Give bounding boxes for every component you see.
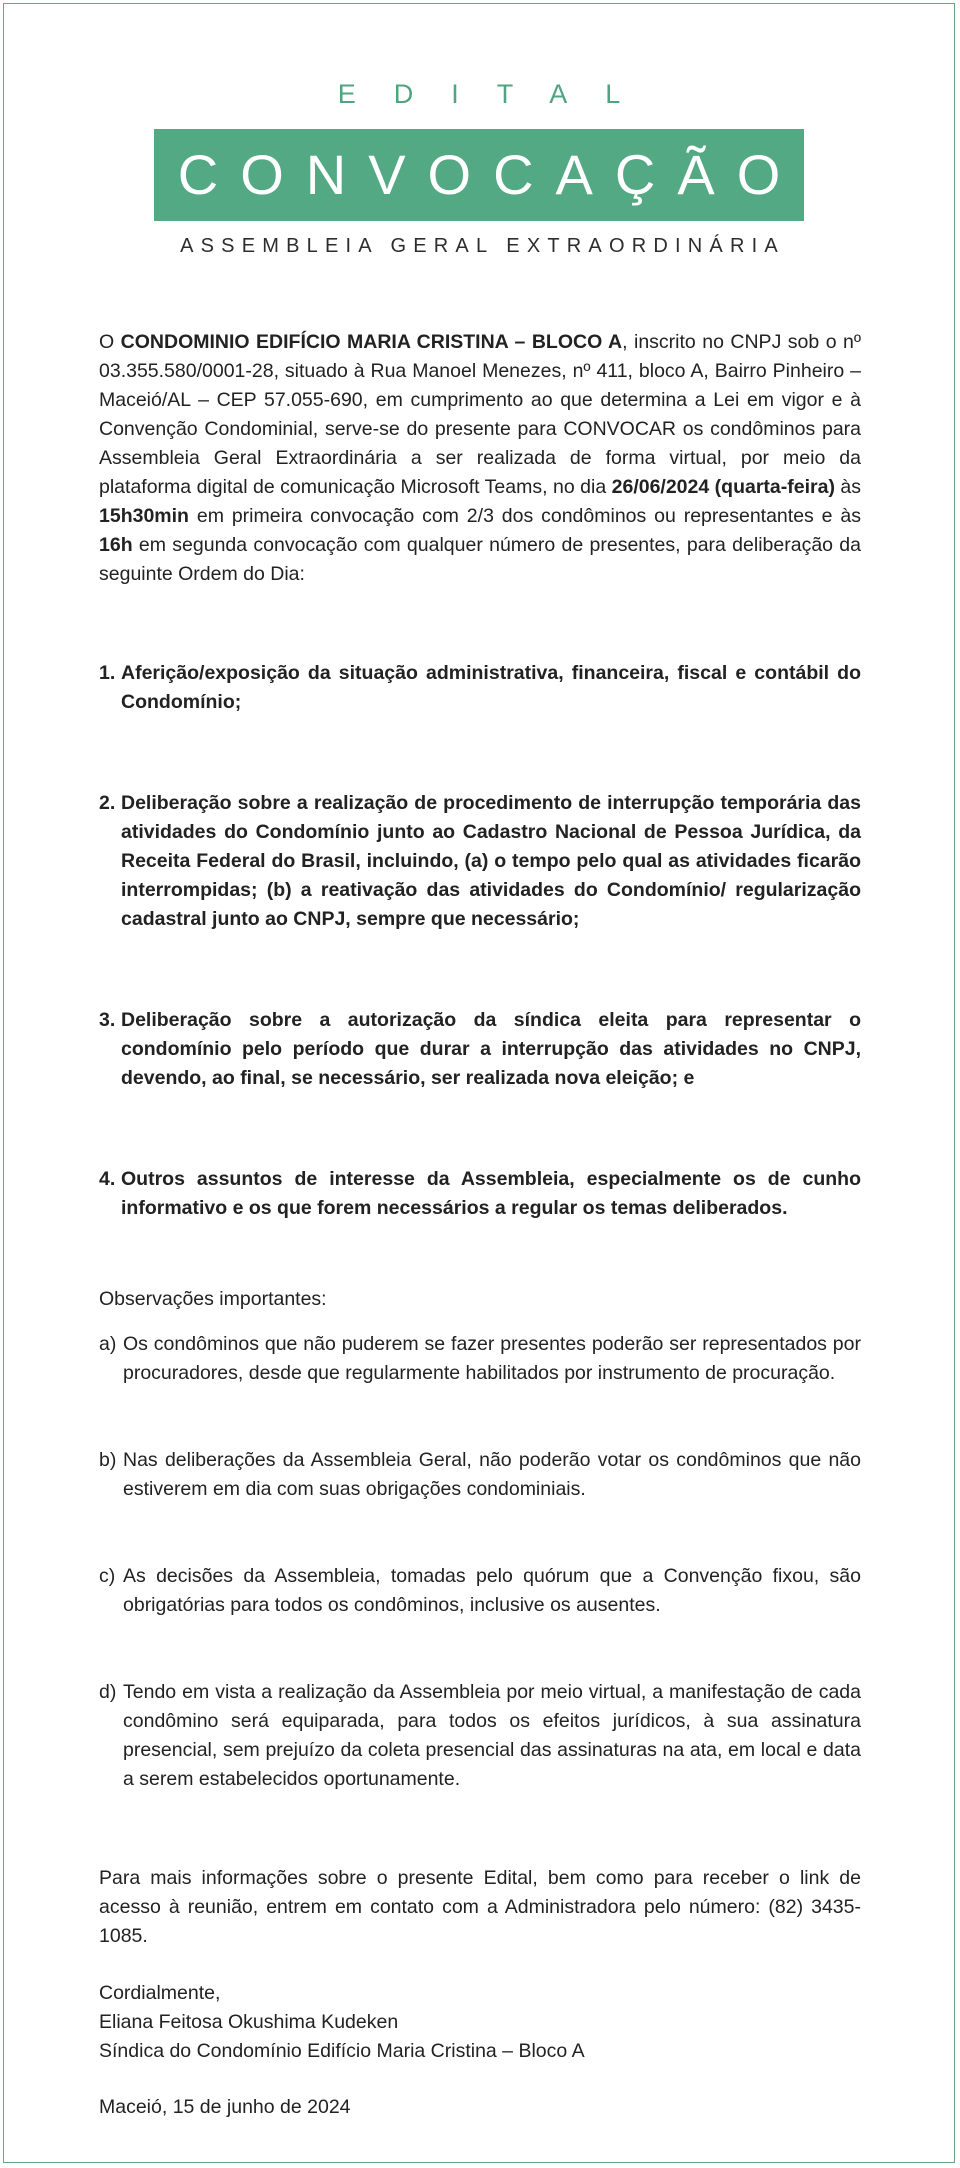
signer-role: Síndica do Condomínio Edifício Maria Cristina – Bloco A <box>99 2040 585 2062</box>
agenda-text: Outros assuntos de interesse da Assembleia, especialmente os de cunho informativo e os que forem necessários a regular os temas deliberados. <box>121 1168 861 1219</box>
agenda-number: 4. <box>99 1168 116 1190</box>
observations-title: Observações importantes: <box>99 1288 327 1310</box>
agenda-text: Deliberação sobre a realização de procedimento de interrupção temporária das atividades do Condomínio junto ao Cadastro Nacional de Pessoa Jurídica, da Receita Federal do Brasil, incluindo, (a) o tempo pelo qual as atividades ficarão interrompidas; (b) a reativação das atividades do Condomínio/ regularização cadastral junto ao CNPJ, sempre que necessário; <box>121 792 861 930</box>
condo-name: CONDOMINIO EDIFÍCIO MARIA CRISTINA – BLOCO A <box>120 331 623 353</box>
observation-item <box>99 1446 861 1504</box>
agenda-text: Deliberação sobre a autorização da síndica eleita para representar o condomínio pelo período que durar a interrupção das atividades no CNPJ, devendo, ao final, se necessário, ser realizada nova eleição; e <box>121 1009 861 1089</box>
intro-text-4: em primeira convocação com 2/3 dos condôminos ou representantes e às <box>188 505 861 527</box>
first-call-time: 15h30min <box>99 505 189 527</box>
intro-text-3: às <box>834 476 862 498</box>
agenda-item <box>99 789 861 934</box>
title-banner: CONVOCAÇÃO <box>154 129 804 221</box>
intro-text-2: , inscrito no CNPJ sob o nº 03.355.580/0001-28, situado à Rua Manoel Menezes, nº 411, bloco A, Bairro Pinheiro – Maceió/AL – CEP 57.055-690, em cumprimento ao que determina a Lei em vigor e à Convenção Condominial, serve-se do presente para CONVOCAR os condôminos para Assembleia Geral Extraordinária a ser realizada de forma virtual, por meio da plataforma digital de comunicação Microsoft Teams, no dia <box>99 331 861 498</box>
intro-text-1: O <box>99 331 121 353</box>
agenda-number: 3. <box>99 1009 116 1031</box>
contact-info: Para mais informações sobre o presente Edital, bem como para receber o link de acesso à reunião, entrem em contato com a Administradora pelo número: (82) 3435-1085. <box>99 1867 861 1947</box>
header <box>4 74 954 258</box>
observation-letter: b) <box>99 1449 117 1471</box>
observation-letter: c) <box>99 1565 116 1587</box>
agenda-item <box>99 1165 861 1223</box>
agenda-number: 1. <box>99 662 116 684</box>
intro-text-5: em segunda convocação com qualquer número de presentes, para deliberação da seguinte Ordem do Dia: <box>99 534 861 585</box>
subtitle: ASSEMBLEIA GERAL EXTRAORDINÁRIA <box>180 235 785 257</box>
observation-text: Nas deliberações da Assembleia Geral, não poderão votar os condôminos que não estiverem em dia com suas obrigações condominiais. <box>123 1449 861 1500</box>
signer-name: Eliana Feitosa Okushima Kudeken <box>99 2011 399 2033</box>
observation-letter: d) <box>99 1681 117 1703</box>
notice-body <box>99 328 861 2122</box>
meeting-date: 26/06/2024 (quarta-feira) <box>611 476 835 498</box>
observation-text: As decisões da Assembleia, tomadas pelo quórum que a Convenção fixou, são obrigatórias para todos os condôminos, inclusive os ausentes. <box>123 1565 861 1616</box>
place-date: Maceió, 15 de junho de 2024 <box>99 2096 351 2118</box>
closing: Cordialmente, <box>99 1982 221 2004</box>
observation-letter: a) <box>99 1333 117 1355</box>
agenda-number: 2. <box>99 792 116 814</box>
agenda-item <box>99 1006 861 1093</box>
observation-text: Os condôminos que não puderem se fazer presentes poderão ser representados por procuradores, desde que regularmente habilitados por instrumento de procuração. <box>123 1333 861 1384</box>
observation-item <box>99 1562 861 1620</box>
edital-label: EDITAL <box>337 79 659 109</box>
agenda-text: Aferição/exposição da situação administrativa, financeira, fiscal e contábil do Condomínio; <box>121 662 861 713</box>
observation-text: Tendo em vista a realização da Assembleia por meio virtual, a manifestação de cada condômino será equiparada, para todos os efeitos jurídicos, à sua assinatura presencial, sem prejuízo da coleta presencial das assinaturas na ata, em local e data a serem estabelecidos oportunamente. <box>123 1681 861 1790</box>
agenda-item <box>99 659 861 717</box>
observation-item <box>99 1678 861 1794</box>
observation-item <box>99 1330 861 1388</box>
intro-paragraph <box>99 328 861 589</box>
second-call-time: 16h <box>99 534 133 556</box>
signature-block <box>99 1979 861 2066</box>
